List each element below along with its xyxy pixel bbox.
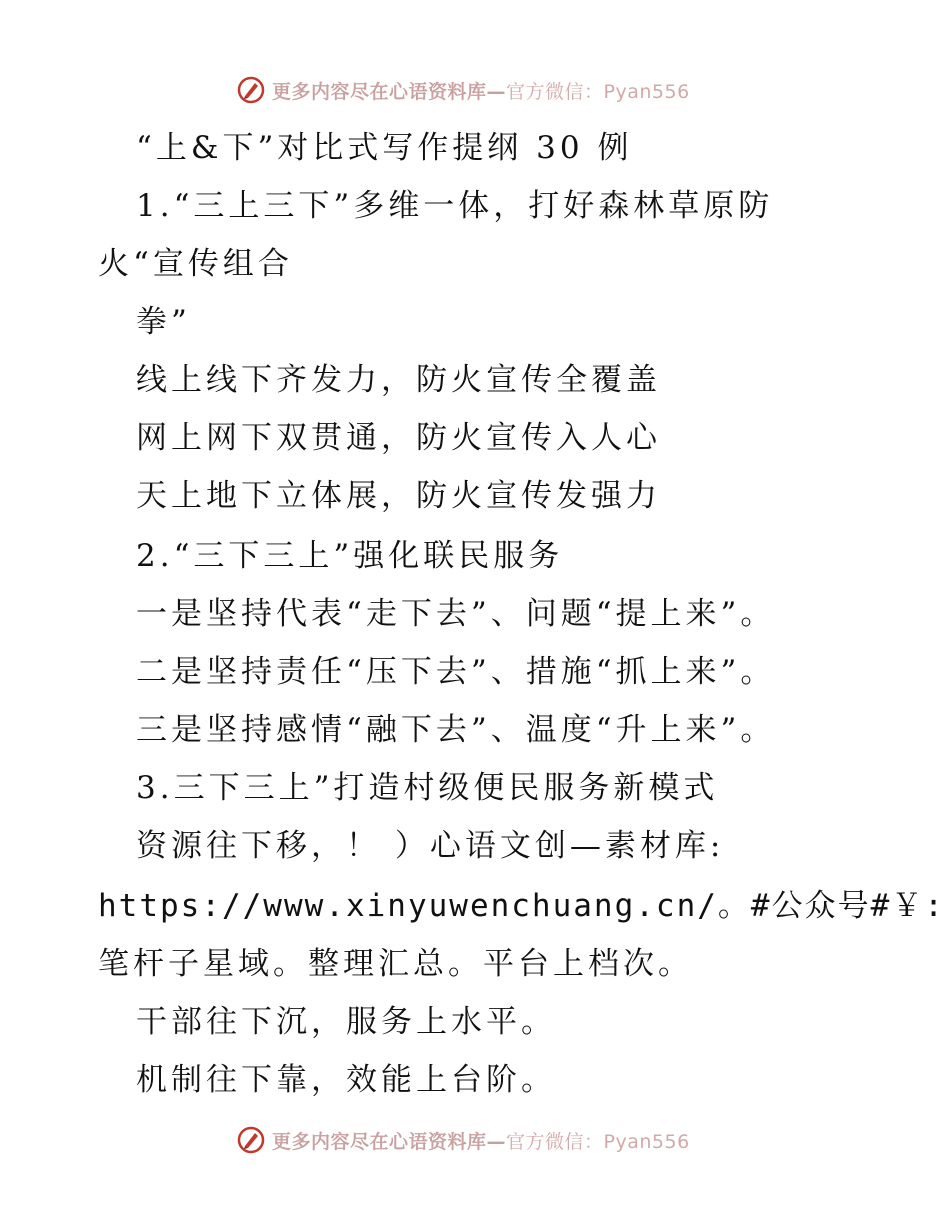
- paragraph-line: 资源往下移，！ ）心语文创—素材库:: [136, 828, 725, 864]
- paragraph-line: 笔杆子星域。整理汇总。平台上档次。: [98, 946, 693, 982]
- watermark-footer: [236, 1124, 690, 1156]
- paragraph-line: 拳”: [136, 304, 191, 340]
- paragraph-line: 火“宣传组合: [98, 246, 293, 282]
- section-heading-3: 3.三下三上”打造村级便民服务新模式: [136, 770, 719, 806]
- watermark-text: 更多内容尽在心语资料库—官方微信：Pyan556: [272, 1130, 690, 1153]
- url-line: https://www.xinyuwenchuang.cn/。#公众号#￥:: [98, 888, 945, 924]
- document-title: “上&下”对比式写作提纲 30 例: [136, 130, 633, 166]
- paragraph-line: 线上线下齐发力，防火宣传全覆盖: [136, 362, 661, 398]
- paragraph-line: 网上网下双贯通，防火宣传入人心: [136, 420, 661, 456]
- paragraph-line: 干部往下沉，服务上水平。: [136, 1004, 556, 1040]
- section-heading-2: 2.“三下三上”强化联民服务: [136, 538, 564, 574]
- section-heading-1: 1.“三上三下”多维一体，打好森林草原防: [136, 188, 774, 224]
- pen-logo-icon: [236, 75, 266, 105]
- watermark-header: [236, 74, 690, 106]
- watermark-text: 更多内容尽在心语资料库—官方微信：Pyan556: [272, 80, 690, 103]
- pen-logo-icon: [236, 1125, 266, 1155]
- paragraph-line: 三是坚持感情“融下去”、温度“升上来”。: [136, 712, 776, 748]
- paragraph-line: 二是坚持责任“压下去”、措施“抓上来”。: [136, 654, 776, 690]
- paragraph-line: 机制往下靠，效能上台阶。: [136, 1062, 556, 1098]
- paragraph-line: 一是坚持代表“走下去”、问题“提上来”。: [136, 596, 776, 632]
- paragraph-line: 天上地下立体展，防火宣传发强力: [136, 478, 661, 514]
